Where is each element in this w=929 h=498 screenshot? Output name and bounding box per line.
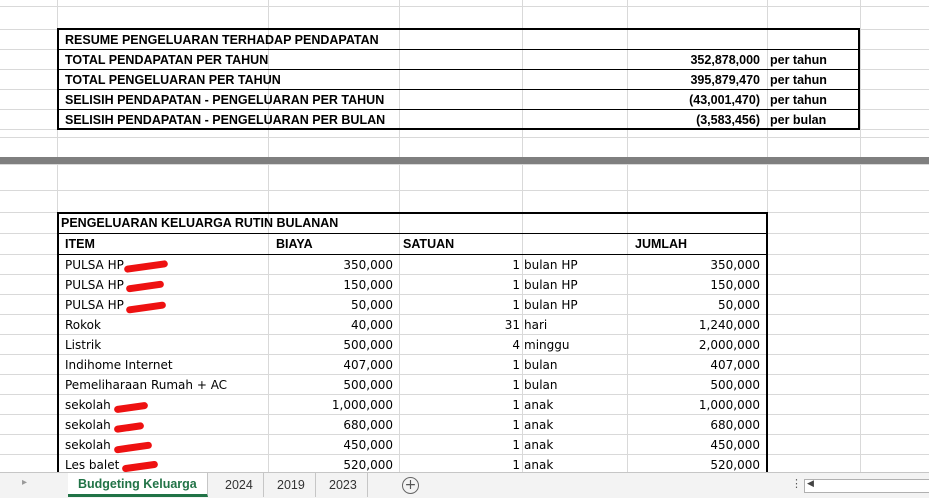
sheet-tab[interactable]: 2019 bbox=[267, 473, 316, 497]
resume-label[interactable]: SELISIH PENDAPATAN - PENGELUARAN PER BULAN bbox=[65, 113, 386, 127]
rutin-title: PENGELUARAN KELUARGA RUTIN BULANAN bbox=[61, 216, 339, 230]
row-item[interactable]: PULSA HP bbox=[65, 278, 124, 292]
row-biaya[interactable]: 500,000 bbox=[343, 338, 393, 352]
row-qty[interactable]: 1 bbox=[512, 258, 520, 272]
row-item[interactable]: PULSA HP bbox=[65, 258, 124, 272]
horizontal-scrollbar[interactable] bbox=[780, 479, 929, 492]
row-jumlah[interactable]: 350,000 bbox=[710, 258, 760, 272]
resume-unit[interactable]: per tahun bbox=[770, 93, 827, 107]
row-satuan[interactable]: anak bbox=[524, 418, 554, 432]
row-biaya[interactable]: 680,000 bbox=[343, 418, 393, 432]
row-satuan[interactable]: anak bbox=[524, 458, 554, 472]
row-item[interactable]: Les balet bbox=[65, 458, 120, 472]
header-item[interactable]: ITEM bbox=[65, 237, 95, 251]
row-jumlah[interactable]: 407,000 bbox=[710, 358, 760, 372]
redaction-mark bbox=[124, 260, 169, 273]
row-item[interactable]: sekolah bbox=[65, 398, 111, 412]
grid-column-line bbox=[522, 0, 523, 472]
row-jumlah[interactable]: 680,000 bbox=[710, 418, 760, 432]
resume-unit[interactable]: per bulan bbox=[770, 113, 827, 127]
row-biaya[interactable]: 407,000 bbox=[343, 358, 393, 372]
row-satuan[interactable]: anak bbox=[524, 438, 554, 452]
row-qty[interactable]: 31 bbox=[504, 318, 520, 332]
redaction-mark bbox=[114, 422, 145, 433]
row-biaya[interactable]: 520,000 bbox=[343, 458, 393, 472]
grid-row-line bbox=[0, 6, 929, 7]
row-jumlah[interactable]: 1,240,000 bbox=[698, 318, 760, 332]
row-qty[interactable]: 1 bbox=[512, 458, 520, 472]
sheet-tab-bar bbox=[0, 472, 929, 498]
sheet-tab[interactable]: 2023 bbox=[319, 473, 368, 497]
row-satuan[interactable]: bulan bbox=[524, 378, 558, 392]
header-satuan[interactable]: SATUAN bbox=[403, 237, 455, 251]
row-biaya[interactable]: 450,000 bbox=[343, 438, 393, 452]
scrollbar-track[interactable] bbox=[804, 479, 929, 493]
row-satuan[interactable]: bulan bbox=[524, 358, 558, 372]
more-options-icon[interactable]: ⋮ bbox=[791, 477, 802, 490]
row-satuan[interactable]: minggu bbox=[524, 338, 570, 352]
row-item[interactable]: Listrik bbox=[65, 338, 102, 352]
row-qty[interactable]: 1 bbox=[512, 438, 520, 452]
row-biaya[interactable]: 1,000,000 bbox=[331, 398, 393, 412]
row-biaya[interactable]: 150,000 bbox=[343, 278, 393, 292]
row-jumlah[interactable]: 150,000 bbox=[710, 278, 760, 292]
grid-row-line bbox=[0, 137, 929, 138]
row-qty[interactable]: 1 bbox=[512, 278, 520, 292]
row-jumlah[interactable]: 520,000 bbox=[710, 458, 760, 472]
row-jumlah[interactable]: 2,000,000 bbox=[698, 338, 760, 352]
grid-row-line bbox=[0, 164, 929, 165]
row-biaya[interactable]: 50,000 bbox=[351, 298, 393, 312]
resume-unit[interactable]: per tahun bbox=[770, 73, 827, 87]
row-qty[interactable]: 1 bbox=[512, 298, 520, 312]
resume-label[interactable]: SELISIH PENDAPATAN - PENGELUARAN PER TAHUN bbox=[65, 93, 385, 107]
sheet-tab-active[interactable]: Budgeting Keluarga bbox=[68, 473, 208, 497]
row-biaya[interactable]: 500,000 bbox=[343, 378, 393, 392]
triangle-left-icon[interactable]: ◀ bbox=[807, 479, 814, 489]
row-item[interactable]: sekolah bbox=[65, 438, 111, 452]
resume-value[interactable]: 352,878,000 bbox=[690, 53, 760, 67]
row-jumlah[interactable]: 450,000 bbox=[710, 438, 760, 452]
resume-value[interactable]: 395,879,470 bbox=[690, 73, 760, 87]
row-satuan[interactable]: bulan HP bbox=[524, 278, 578, 292]
resume-value[interactable]: (43,001,470) bbox=[689, 93, 760, 107]
triangle-right-icon[interactable]: ▸ bbox=[22, 477, 28, 488]
redaction-mark bbox=[122, 461, 159, 473]
grid-row-line bbox=[0, 190, 929, 191]
row-satuan[interactable]: bulan HP bbox=[524, 298, 578, 312]
header-jumlah[interactable]: JUMLAH bbox=[635, 237, 688, 251]
grid-column-line bbox=[57, 0, 58, 472]
frozen-pane-divider[interactable] bbox=[0, 157, 929, 164]
resume-label[interactable]: TOTAL PENDAPATAN PER TAHUN bbox=[65, 53, 269, 67]
row-qty[interactable]: 1 bbox=[512, 398, 520, 412]
row-jumlah[interactable]: 1,000,000 bbox=[698, 398, 760, 412]
resume-value[interactable]: (3,583,456) bbox=[696, 113, 760, 127]
row-satuan[interactable]: hari bbox=[524, 318, 548, 332]
row-item[interactable]: PULSA HP bbox=[65, 298, 124, 312]
row-qty[interactable]: 1 bbox=[512, 418, 520, 432]
row-item[interactable]: Pemeliharaan Rumah + AC bbox=[65, 378, 228, 392]
row-jumlah[interactable]: 50,000 bbox=[718, 298, 760, 312]
resume-title: RESUME PENGELUARAN TERHADAP PENDAPATAN bbox=[65, 33, 379, 47]
resume-unit[interactable]: per tahun bbox=[770, 53, 827, 67]
grid-column-line bbox=[860, 0, 861, 472]
row-satuan[interactable]: bulan HP bbox=[524, 258, 578, 272]
row-biaya[interactable]: 350,000 bbox=[343, 258, 393, 272]
row-item[interactable]: Indihome Internet bbox=[65, 358, 173, 372]
row-qty[interactable]: 1 bbox=[512, 378, 520, 392]
redaction-mark bbox=[114, 441, 153, 453]
row-item[interactable]: sekolah bbox=[65, 418, 111, 432]
header-biaya[interactable]: BIAYA bbox=[276, 237, 313, 251]
plus-circle-icon[interactable]: + bbox=[402, 477, 419, 494]
redaction-mark bbox=[126, 301, 167, 313]
row-satuan[interactable]: anak bbox=[524, 398, 554, 412]
sheet-tab[interactable]: 2024 bbox=[215, 473, 264, 497]
row-item[interactable]: Rokok bbox=[65, 318, 101, 332]
row-biaya[interactable]: 40,000 bbox=[351, 318, 393, 332]
redaction-mark bbox=[126, 280, 165, 292]
row-jumlah[interactable]: 500,000 bbox=[710, 378, 760, 392]
grid-column-line bbox=[767, 0, 768, 472]
redaction-mark bbox=[114, 402, 149, 414]
row-qty[interactable]: 1 bbox=[512, 358, 520, 372]
resume-label[interactable]: TOTAL PENGELUARAN PER TAHUN bbox=[65, 73, 281, 87]
row-qty[interactable]: 4 bbox=[512, 338, 520, 352]
